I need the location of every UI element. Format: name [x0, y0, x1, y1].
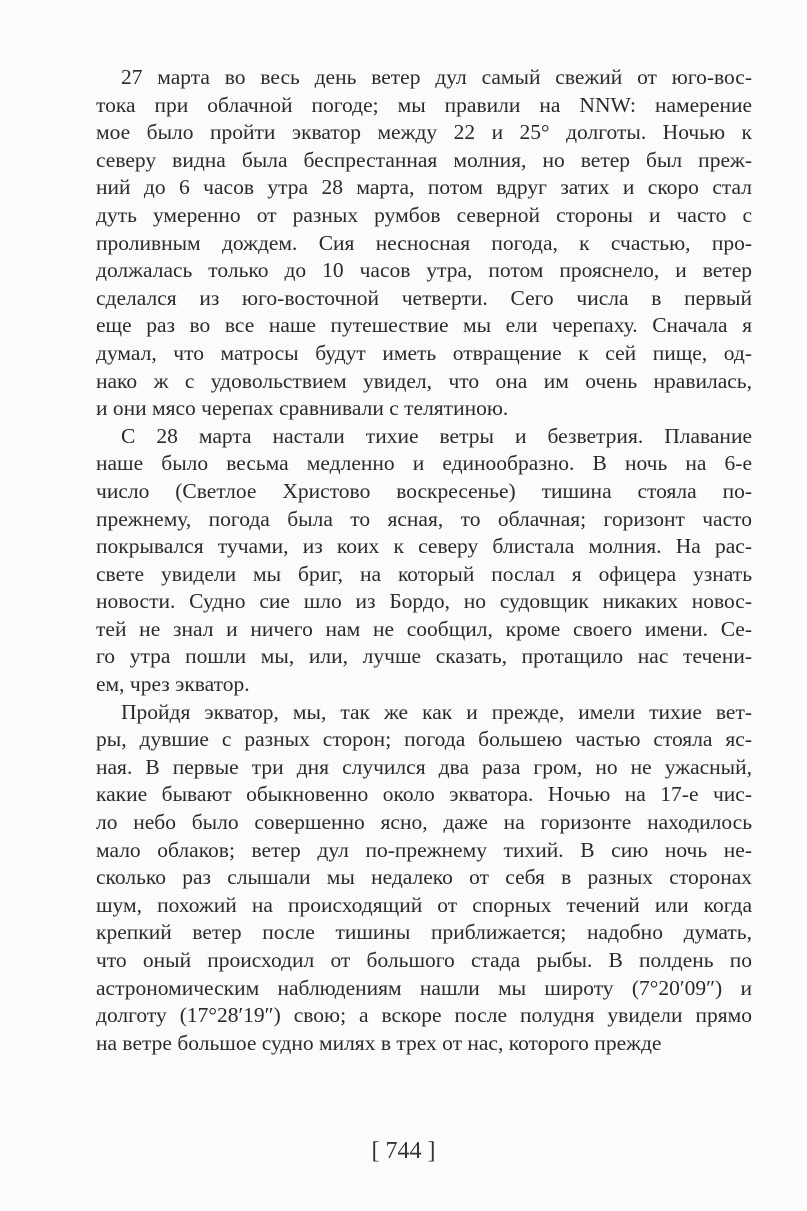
text-line: наше было весьма медленно и единообразно. В ночь на 6-е	[96, 451, 752, 476]
text-line: дуть умеренно от разных румбов северной стороны и часто с	[96, 202, 752, 227]
text-line: какие бывают обыкновенно около экватора. Ночью на 17-е чис-	[96, 782, 752, 807]
text-line: на ветре большое судно милях в трех от нас, которого прежде	[96, 1030, 662, 1055]
text-line: астрономическим наблюдениям нашли мы широту (7°20′09″) и	[96, 975, 752, 1000]
page-number: [ 744 ]	[371, 1138, 436, 1164]
text-line: число (Светлое Христово воскресенье) тишина стояла по-	[96, 478, 752, 503]
text-line: ло небо было совершенно ясно, даже на горизонте находилось	[96, 810, 752, 835]
text-line: Пройдя экватор, мы, так же как и прежде, имели тихие вет-	[121, 699, 752, 724]
text-line: сделался из юго-восточной четверти. Сего числа в первый	[96, 285, 752, 310]
text-line: нако ж с удовольствием увидел, что она им очень нравилась,	[96, 368, 752, 393]
text-line: долготу (17°28′19″) свою; а вскоре после полудня увидели прямо	[96, 1003, 752, 1028]
text-line: крепкий ветер после тишины приближается; надобно думать,	[96, 920, 752, 945]
paragraph	[96, 423, 752, 699]
text-line: тока при облачной погоде; мы правили на NNW: намерение	[96, 92, 752, 117]
text-line: новости. Судно сие шло из Бордо, но судовщик никаких новос-	[96, 589, 752, 614]
text-line: свете увидели мы бриг, на который послал я офицера узнать	[96, 561, 752, 586]
text-line: проливным дождем. Сия несносная погода, к счастью, про-	[96, 230, 752, 255]
text-line: ний до 6 часов утра 28 марта, потом вдруг затих и скоро стал	[96, 175, 752, 200]
text-line: ем, чрез экватор.	[96, 672, 250, 697]
text-line: мое было пройти экватор между 22 и 25° долготы. Ночью к	[96, 120, 752, 145]
text-line: и они мясо черепах сравнивали с телятиною.	[96, 396, 509, 421]
text-line: еще раз во все наше путешествие мы ели черепаху. Сначала я	[96, 313, 752, 338]
text-line: что оный происходил от большого стада рыбы. В полдень по	[96, 948, 752, 972]
text-line: ная. В первые три дня случился два раза гром, но не ужасный,	[96, 754, 752, 779]
text-line: шум, похожий на происходящий от спорных течений или когда	[96, 892, 752, 917]
text-line: должалась только до 10 часов утра, потом прояснело, и ветер	[96, 258, 752, 283]
text-line: тей не знал и ничего нам не сообщил, кроме своего имени. Се-	[96, 616, 752, 641]
text-line: прежнему, погода была то ясная, то облачная; горизонт часто	[96, 506, 752, 531]
paragraph	[96, 699, 752, 1058]
text-line: северу видна была беспрестанная молния, но ветер был преж-	[96, 147, 752, 172]
text-line: сколько раз слышали мы недалеко от себя в разных сторонах	[96, 865, 752, 890]
paragraph	[96, 64, 752, 423]
text-line: думал, что матросы будут иметь отвращение к сей пище, од-	[96, 340, 752, 365]
text-line: покрывался тучами, из коих к северу блистала молния. На рас-	[96, 534, 752, 559]
text-line: го утра пошли мы, или, лучше сказать, протащило нас течени-	[96, 644, 752, 669]
page-body	[96, 64, 752, 1057]
text-line: ры, дувшие с разных сторон; погода большею частью стояла яс-	[96, 727, 752, 752]
text-line: мало облаков; ветер дул по-прежнему тихий. В сию ночь не-	[96, 837, 752, 862]
text-line: 27 марта во весь день ветер дул самый свежий от юго-вос-	[121, 65, 752, 89]
text-line: С 28 марта настали тихие ветры и безветрия. Плавание	[121, 423, 752, 448]
